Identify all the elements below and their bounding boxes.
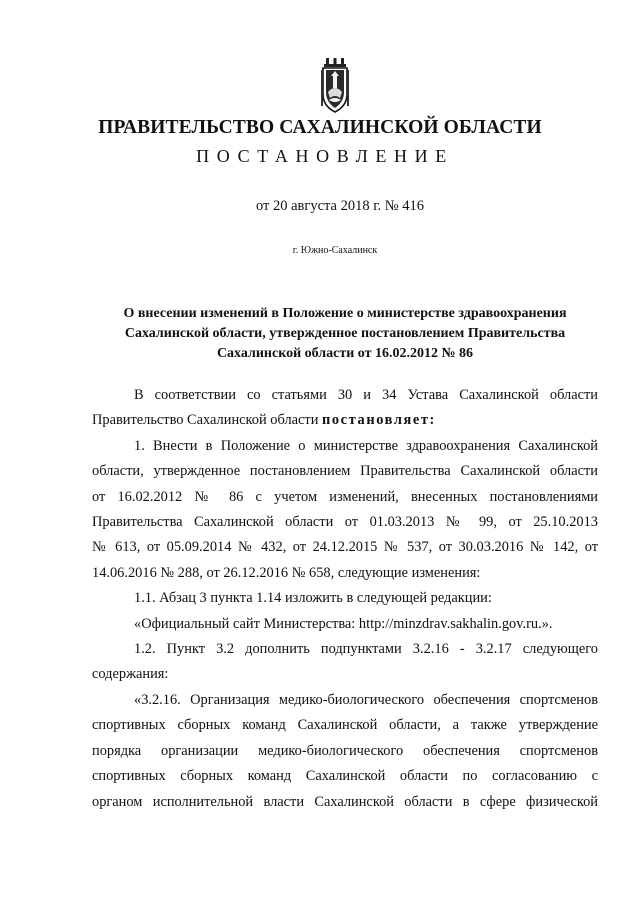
subject-line: О внесении изменений в Положение о министерстве здравоохранения — [123, 306, 567, 321]
document-subject — [0, 304, 640, 364]
body-line: «Официальный сайт Министерства: http://minzdrav.sakhalin.gov.ru.». — [134, 615, 553, 632]
subject-line: Сахалинской области от 16.02.2012 № 86 — [216, 346, 474, 361]
body-line: Правительства Сахалинской области от 01.03.2013 № 99, от 25.10.2013 — [92, 514, 598, 531]
date-and-number: от 20 августа 2018 г. № 416 — [255, 198, 425, 214]
body-line: «3.2.16. Организация медико-биологического обеспечения спортсменов — [134, 691, 598, 708]
body-line: В соответствии со статьями 30 и 34 Устава Сахалинской области — [134, 387, 598, 403]
organization-title: ПРАВИТЕЛЬСТВО САХАЛИНСКОЙ ОБЛАСТИ — [98, 117, 542, 138]
document-type-title: ПОСТАНОВЛЕНИЕ — [196, 146, 454, 166]
document-body — [92, 383, 598, 815]
body-line: порядка организации медико-биологического обеспечения спортсменов — [92, 742, 598, 759]
body-line: № 613, от 05.09.2014 № 432, от 24.12.2015 № 537, от 30.03.2016 № 142, от — [92, 539, 598, 556]
coat-of-arms-icon — [320, 58, 350, 114]
subject-line: Сахалинской области, утвержденное постановлением Правительства — [124, 326, 566, 341]
body-line: 14.06.2016 № 288, от 26.12.2016 № 658, следующие изменения: — [92, 564, 481, 581]
body-text: Правительство Сахалинской области — [92, 412, 322, 429]
body-line: 1. Внести в Положение о министерстве здравоохранения Сахалинской — [134, 437, 598, 454]
body-line: органом исполнительной власти Сахалинской области в сфере физической — [92, 793, 598, 810]
body-line: 1.2. Пункт 3.2 дополнить подпунктами 3.2.16 - 3.2.17 следующего — [134, 641, 598, 658]
body-line: спортивных сборных команд Сахалинской области, а также утверждение — [92, 717, 598, 734]
body-line: 1.1. Абзац 3 пункта 1.14 изложить в следующей редакции: — [134, 590, 492, 607]
body-line: спортивных сборных команд Сахалинской области по согласованию с — [92, 768, 598, 785]
body-line: области, утвержденное постановлением Правительства Сахалинской области — [92, 463, 598, 480]
city-label: г. Южно-Сахалинск — [292, 245, 378, 256]
body-line: от 16.02.2012 № 86 с учетом изменений, внесенных постановлениями — [92, 488, 598, 505]
body-line — [92, 408, 598, 433]
decree-keyword: постановляет: — [322, 412, 436, 429]
body-line: содержания: — [92, 666, 169, 683]
